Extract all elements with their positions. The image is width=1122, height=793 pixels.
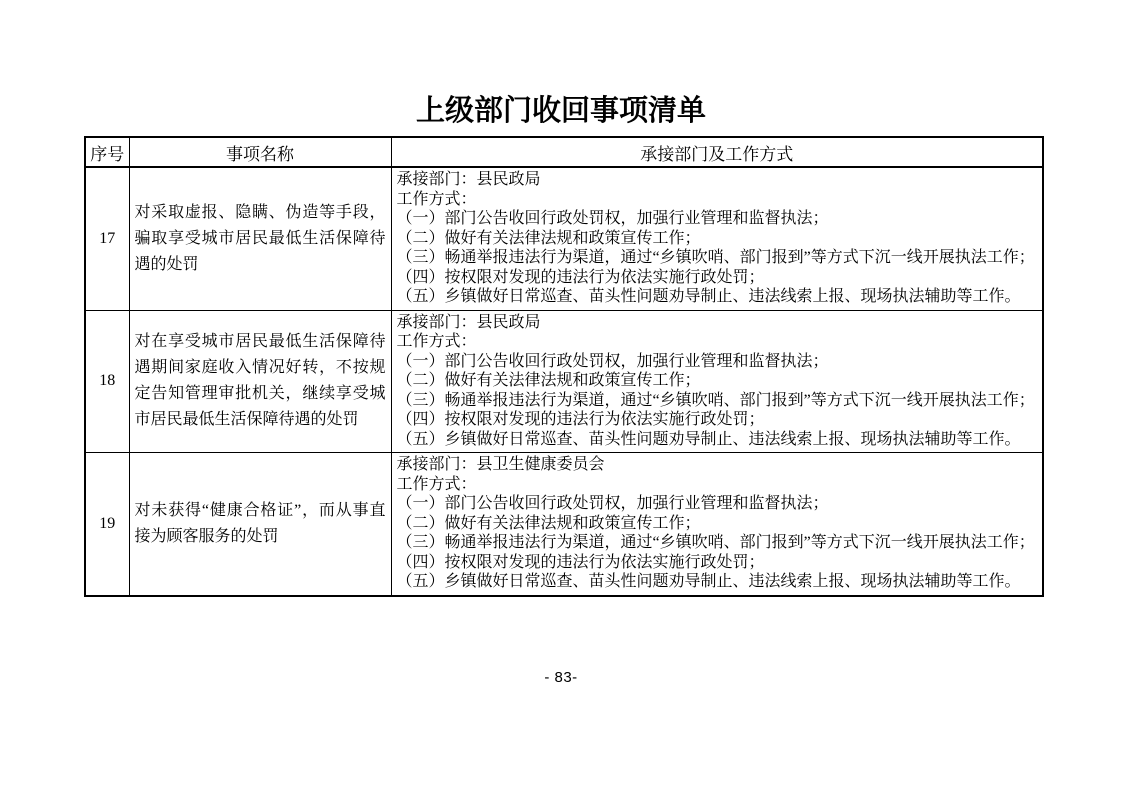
work-method-line: （三）畅通举报违法行为渠道，通过“乡镇吹哨、部门报到”等方式下沉一线开展执法工作； [396, 391, 1035, 409]
row-dept-method-cell [391, 167, 1043, 310]
work-method-line: （二）做好有关法律法规和政策宣传工作； [396, 514, 701, 532]
page-title: 上级部门收回事项清单 [415, 93, 706, 127]
page-number: - 83- [544, 668, 578, 686]
work-method-line: （五）乡镇做好日常巡查、苗头性问题劝导制止、违法线索上报、现场执法辅助等工作。 [396, 430, 1021, 448]
work-method-line: （三）畅通举报违法行为渠道，通过“乡镇吹哨、部门报到”等方式下沉一线开展执法工作； [396, 249, 1035, 266]
table-row [85, 310, 1043, 453]
header-item-name: 事项名称 [129, 137, 391, 167]
row-seq-number: 17 [85, 167, 129, 310]
items-table [84, 136, 1044, 597]
row-item-name: 对未获得“健康合格证”，而从事直接为顾客服务的处罚 [129, 453, 391, 596]
work-method-line: （四）按权限对发现的违法行为依法实施行政处罚； [396, 553, 765, 571]
table-body [85, 167, 1043, 596]
work-method-line: 承接部门：县民政局 [396, 313, 541, 331]
row-seq-number: 18 [85, 310, 129, 453]
work-method-line: （五）乡镇做好日常巡查、苗头性问题劝导制止、违法线索上报、现场执法辅助等工作。 [396, 573, 1021, 590]
work-method-line: （四）按权限对发现的违法行为依法实施行政处罚； [396, 268, 765, 286]
work-method-line: （五）乡镇做好日常巡查、苗头性问题劝导制止、违法线索上报、现场执法辅助等工作。 [396, 288, 1021, 305]
header-dept-method: 承接部门及工作方式 [391, 137, 1043, 167]
table-row [85, 453, 1043, 596]
work-method-line: 工作方式： [396, 190, 477, 208]
work-method-line: （二）做好有关法律法规和政策宣传工作； [396, 372, 701, 389]
work-method-line: （一）部门公告收回行政处罚权，加强行业管理和监督执法； [396, 210, 829, 227]
row-item-name: 对在享受城市居民最低生活保障待遇期间家庭收入情况好转，不按规定告知管理审批机关，继续享受城市居民最低生活保障待遇的处罚 [129, 310, 391, 453]
row-item-name: 对采取虚报、隐瞒、伪造等手段，骗取享受城市居民最低生活保障待遇的处罚 [129, 167, 391, 310]
work-method-line: 工作方式： [396, 475, 477, 493]
work-method-line: 承接部门：县民政局 [396, 171, 541, 188]
table-header-row [85, 137, 1043, 167]
table-row [85, 167, 1043, 310]
work-method-line: （四）按权限对发现的违法行为依法实施行政处罚； [396, 411, 765, 428]
header-seq: 序号 [85, 137, 129, 167]
work-method-line: （一）部门公告收回行政处罚权，加强行业管理和监督执法； [396, 352, 829, 370]
row-dept-method-cell [391, 453, 1043, 596]
work-method-line: 承接部门：县卫生健康委员会 [396, 456, 605, 473]
work-method-line: （三）畅通举报违法行为渠道，通过“乡镇吹哨、部门报到”等方式下沉一线开展执法工作； [396, 534, 1035, 551]
work-method-line: （二）做好有关法律法规和政策宣传工作； [396, 229, 701, 247]
row-seq-number: 19 [85, 453, 129, 596]
work-method-line: 工作方式： [396, 333, 477, 350]
row-dept-method-cell [391, 310, 1043, 453]
work-method-line: （一）部门公告收回行政处罚权，加强行业管理和监督执法； [396, 495, 829, 512]
